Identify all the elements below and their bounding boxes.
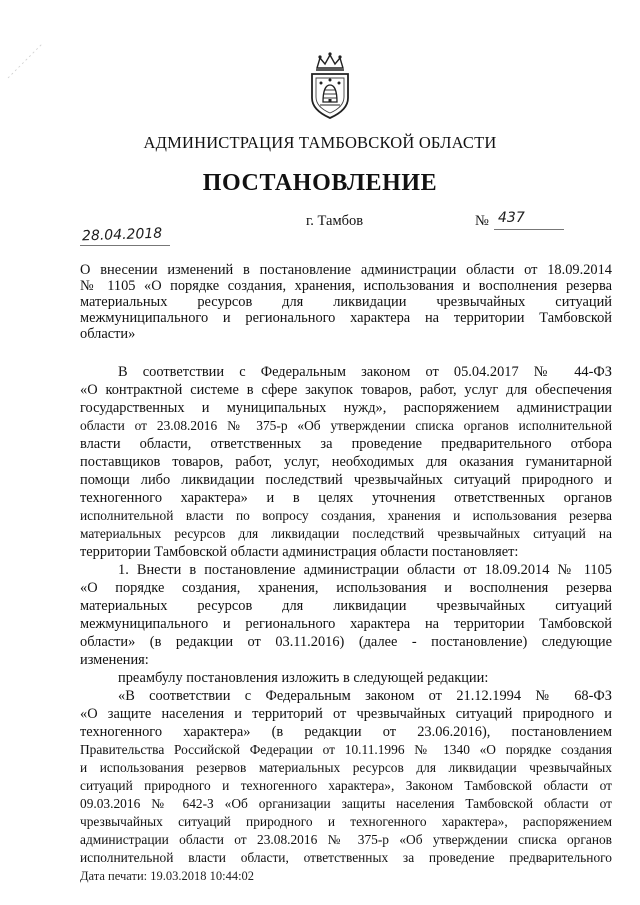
body-line: «В соответствии с Федеральным законом от 21.12.1994 № 68-ФЗ [118,688,612,704]
document-type: ПОСТАНОВЛЕНИЕ [202,170,438,196]
handwritten-date: 28.04.2018 [81,225,163,245]
city: г. Тамбов [306,213,364,229]
body-line: «О защите населения и территорий от чрезвычайных ситуаций природного и [80,706,612,722]
scan-mark [6,40,46,80]
agency-name: АДМИНИСТРАЦИЯ ТАМБОВСКОЙ ОБЛАСТИ [143,133,497,152]
title-line: области» [80,326,136,342]
body-line: 1. Внести в постановление администрации области от 18.09.2014 № 1105 [118,562,612,578]
body-line: поставщиков товаров, работ, услуг, необходимых для оказания гуманитарной [80,454,612,470]
body-line: В соответствии с Федеральным законом от 05.04.2017 № 44-ФЗ [118,364,612,380]
body-line: ситуаций природного и техногенного характера», Законом Тамбовской области от [80,778,612,793]
body-line: материальных ресурсов для ликвидации последствий чрезвычайных ситуаций на [80,526,612,541]
body-line: государственных и муниципальных нужд», распоряжением администрации [80,400,612,416]
date-underline [80,245,170,246]
body-line: власти области, ответственных за проведение предварительного отбора [80,436,612,452]
body-line: области от 23.08.2016 № 375-р «Об утверждении списка органов исполнительной [80,418,612,433]
body-line: межмуниципального и регионального характера на территории Тамбовской [80,616,612,632]
body-line: техногенного характера» и в целях уточнения ответственных органов [80,490,612,506]
body-line: преамбулу постановления изложить в следующей редакции: [118,670,489,686]
body-line: области» (в редакции от 03.11.2016) (далее - постановление) следующие [80,634,612,650]
body-line: изменения: [80,652,149,668]
body-line: «О порядке создания, хранения, использования и восполнения резерва [80,580,612,596]
body-line: чрезвычайных ситуаций природного и техногенного характера», распоряжением [80,814,612,829]
print-date: Дата печати: 19.03.2018 10:44:02 [80,869,255,883]
body-line: администрации области от 23.08.2016 № 375-р «Об утверждении списка органов [80,832,612,847]
number-underline [494,229,564,230]
title-line: межмуниципального и регионального характера на территории Тамбовской [80,310,612,326]
title-line: материальных ресурсов для ликвидации чрезвычайных ситуаций [80,294,612,310]
body-line: территории Тамбовской области администрация области постановляет: [80,544,519,560]
title-line: № 1105 «О порядке создания, хранения, использования и восполнения резерва [80,278,612,294]
body-line: техногенного характера» (в редакции от 23.06.2016), постановлением [80,724,612,740]
body-line: Правительства Российской Федерации от 10.11.1996 № 1340 «О порядке создания [80,742,612,757]
number-sign: № [475,213,489,229]
body-line: исполнительной власти по вопросу создания, хранения и использования резерва [80,508,612,523]
body-line: помощи либо ликвидации последствий чрезвычайных ситуаций природного и [80,472,612,488]
body-line: материальных ресурсов для ликвидации чрезвычайных ситуаций [80,598,612,614]
body-line: «О контрактной системе в сфере закупок товаров, работ, услуг для обеспечения [80,382,612,398]
title-line: О внесении изменений в постановление администрации области от 18.09.2014 [80,262,612,278]
body-line: и использования резервов материальных ресурсов для ликвидации чрезвычайных [80,760,612,775]
handwritten-number: 437 [498,210,525,226]
body-line: 09.03.2016 № 642-З «Об организации защиты населения Тамбовской области от [80,796,612,811]
body-line: исполнительной власти области, ответственных за проведение предварительного [80,850,612,865]
coat-of-arms-emblem [303,50,357,120]
